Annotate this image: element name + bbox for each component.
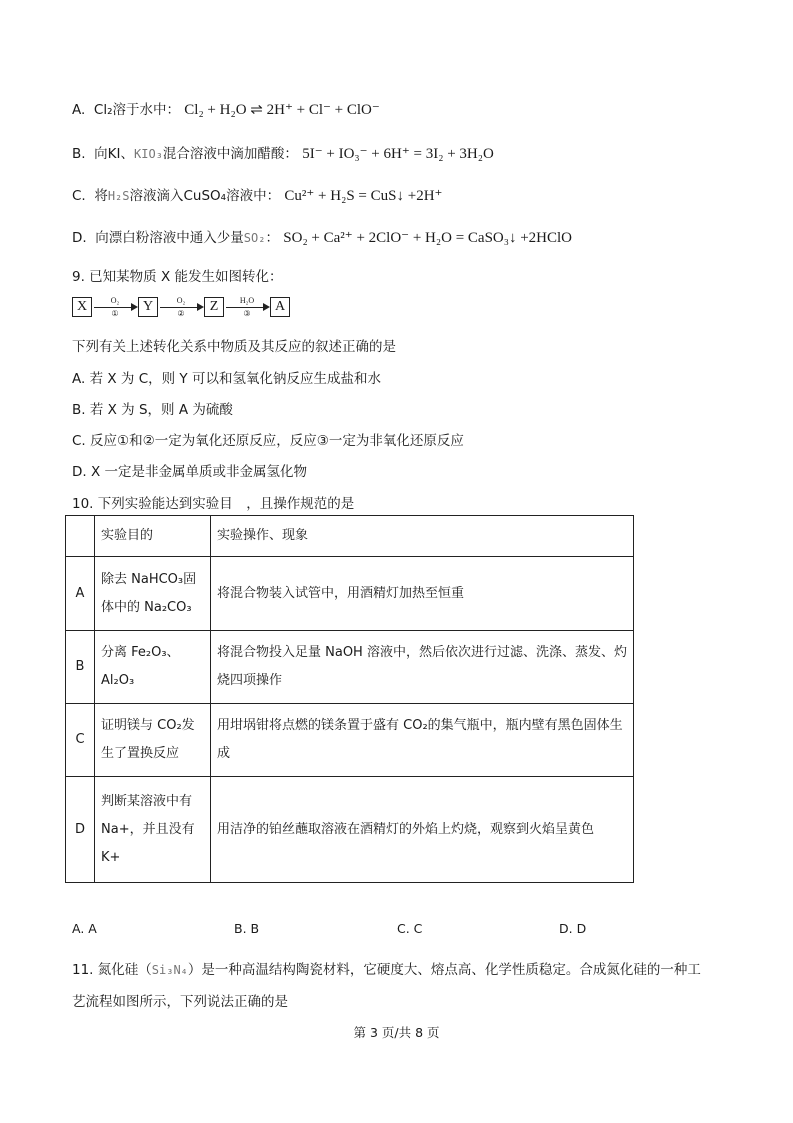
page-number: 第 3 页/共 8 页 [353, 1025, 440, 1040]
q8-d-text2: ： [265, 230, 279, 246]
chain-arrow-2 [158, 296, 204, 318]
table-header-cell [66, 516, 95, 557]
table-row [66, 557, 634, 631]
q8-b-grey-formula: KIO₃ [134, 147, 163, 161]
arrow-2-reagent: O₂ [176, 296, 186, 305]
q8-b-text1: 向KI、 [94, 146, 134, 162]
chain-node-x: X [72, 297, 92, 317]
q10-answer-a: A. A [72, 921, 97, 936]
q8-c-text1: 将 [94, 188, 108, 204]
row-label: D [66, 777, 95, 883]
row-label: B [66, 631, 95, 704]
q11-line-1 [72, 958, 701, 978]
row-operation: 用坩埚钳将点燃的镁条置于盛有 CO₂的集气瓶中，瓶内壁有黑色固体生成 [211, 704, 634, 777]
q9-option-c: C. 反应①和②一定为氧化还原反应，反应③一定为非氧化还原反应 [72, 433, 464, 449]
arrow-3-step: ③ [243, 309, 251, 318]
q8-b-prefix: B. [72, 146, 86, 162]
row-label: A [66, 557, 95, 631]
arrow-1-reagent: O₂ [110, 296, 120, 305]
q8-d-text1: 向漂白粉溶液中通入少量 [95, 230, 244, 246]
q8-option-c [72, 184, 442, 205]
arrow-2-step: ② [177, 309, 185, 318]
q8-b-formula: 5I⁻ + IO₃⁻ + 6H⁺ = 3I₂ + 3H₂O [302, 146, 494, 162]
row-purpose: 判断某溶液中有 Na+，并且没有 K+ [95, 777, 211, 883]
q8-option-a [72, 98, 380, 119]
q11-text-end: ）是一种高温结构陶瓷材料，它硬度大、熔点高、化学性质稳定。合成氮化硅的一种工 [187, 962, 701, 978]
chain-node-z: Z [204, 297, 224, 317]
q9-stem: 9. 已知某物质 X 能发生如图转化： [72, 269, 283, 285]
q10-experiment-table [65, 515, 634, 883]
row-purpose: 分离 Fe₂O₃、Al₂O₃ [95, 631, 211, 704]
row-purpose: 证明镁与 CO₂发生了置换反应 [95, 704, 211, 777]
table-header-cell: 实验目的 [95, 516, 211, 557]
q8-d-grey-formula: SO₂ [243, 231, 266, 245]
q8-option-d [72, 226, 572, 247]
q8-c-text2: 溶液滴入CuSO₄溶液中： [129, 188, 281, 204]
q8-a-prefix: A. [72, 102, 86, 118]
table-row [66, 777, 634, 883]
row-label: C [66, 704, 95, 777]
table-row [66, 631, 634, 704]
q9-question: 下列有关上述转化关系中物质及其反应的叙述正确的是 [72, 339, 396, 355]
chain-arrow-3 [224, 296, 270, 318]
q10-stem: 10. 下列实验能达到实验目 ，且操作规范的是 [72, 496, 355, 512]
table-row [66, 704, 634, 777]
row-operation: 用洁净的铂丝蘸取溶液在酒精灯的外焰上灼烧，观察到火焰呈黄色 [211, 777, 634, 883]
q11-formula: Si₃N₄ [151, 963, 188, 977]
q8-c-formula: Cu²⁺ + H₂S = CuS↓ +2H⁺ [284, 188, 443, 204]
q10-answer-d: D. D [559, 921, 587, 936]
chain-node-a: A [270, 297, 290, 317]
q8-c-prefix: C. [72, 188, 86, 204]
q11-text-start: 11. 氮化硅（ [72, 962, 152, 978]
q8-c-grey-formula: H₂S [107, 189, 130, 203]
chain-arrow-1 [92, 296, 138, 318]
chain-node-y: Y [138, 297, 158, 317]
arrow-1-step: ① [111, 309, 119, 318]
q8-d-prefix: D. [72, 230, 87, 246]
q8-a-text: Cl₂溶于水中： [93, 102, 180, 118]
q8-d-formula: SO₂ + Ca²⁺ + 2ClO⁻ + H₂O = CaSO₃↓ +2HClO [283, 230, 573, 246]
q9-option-b: B. 若 X 为 S，则 A 为硫酸 [72, 402, 233, 418]
table-header-row [66, 516, 634, 557]
q9-conversion-diagram [72, 296, 290, 318]
q9-option-a: A. 若 X 为 C，则 Y 可以和氢氧化钠反应生成盐和水 [72, 371, 381, 387]
q9-option-d: D. X 一定是非金属单质或非金属氢化物 [72, 464, 308, 480]
row-purpose: 除去 NaHCO₃固体中的 Na₂CO₃ [95, 557, 211, 631]
arrow-3-reagent: H₂O [239, 296, 255, 305]
q8-b-text2: 混合溶液中滴加醋酸： [162, 146, 298, 162]
row-operation: 将混合物投入足量 NaOH 溶液中，然后依次进行过滤、洗涤、蒸发、灼烧四项操作 [211, 631, 634, 704]
table-header-cell: 实验操作、现象 [211, 516, 634, 557]
q10-answer-b: B. B [234, 921, 260, 936]
q10-answer-c: C. C [397, 921, 423, 936]
q11-line-2: 艺流程如图所示，下列说法正确的是 [72, 994, 288, 1010]
q8-a-formula: Cl₂ + H₂O ⇌ 2H⁺ + Cl⁻ + ClO⁻ [184, 102, 380, 118]
q8-option-b [72, 142, 494, 163]
row-operation: 将混合物装入试管中，用酒精灯加热至恒重 [211, 557, 634, 631]
